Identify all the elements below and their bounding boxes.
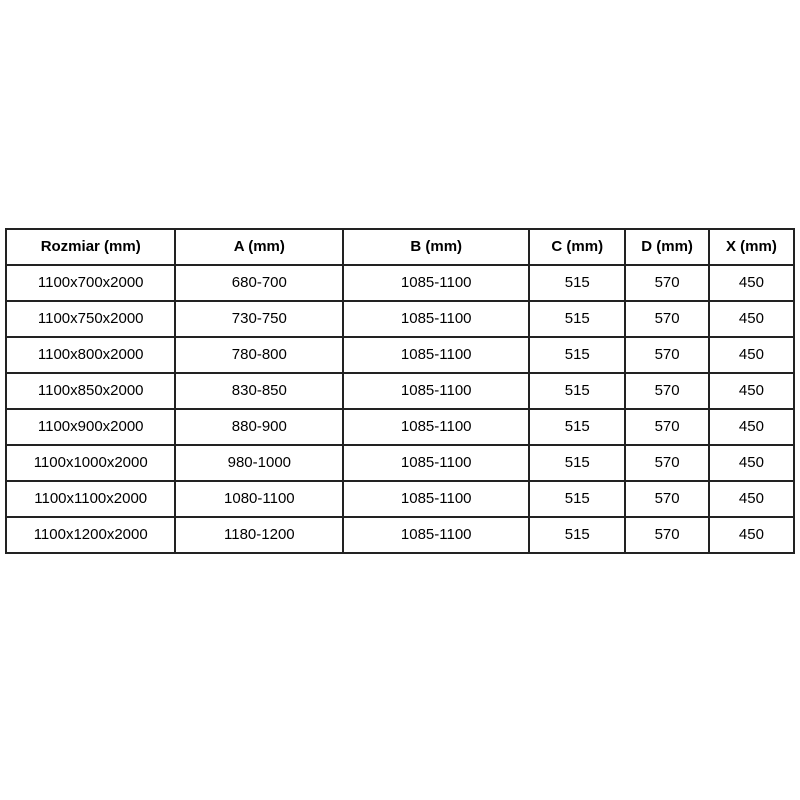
table-cell-x: 450 [709,481,794,517]
table-cell-b: 1085-1100 [343,301,529,337]
table-cell-c: 515 [529,265,625,301]
table-cell-a: 880-900 [175,409,343,445]
table-cell-x: 450 [709,445,794,481]
table-row [6,409,794,445]
table-cell-b: 1085-1100 [343,265,529,301]
table-row [6,445,794,481]
table-cell-c: 515 [529,481,625,517]
table-cell-d: 570 [625,517,709,553]
table-cell-d: 570 [625,409,709,445]
table-cell-a: 980-1000 [175,445,343,481]
table-cell-x: 450 [709,517,794,553]
table-cell-rozmiar: 1100x700x2000 [6,265,175,301]
table-cell-a: 1080-1100 [175,481,343,517]
table-cell-x: 450 [709,265,794,301]
column-header-c: C (mm) [529,229,625,265]
table-cell-a: 730-750 [175,301,343,337]
table-cell-b: 1085-1100 [343,337,529,373]
table-cell-rozmiar: 1100x850x2000 [6,373,175,409]
table-row [6,337,794,373]
table-body [6,265,794,553]
size-table-container [5,228,795,554]
table-cell-b: 1085-1100 [343,445,529,481]
table-cell-x: 450 [709,409,794,445]
table-cell-a: 780-800 [175,337,343,373]
table-cell-rozmiar: 1100x1100x2000 [6,481,175,517]
table-cell-rozmiar: 1100x900x2000 [6,409,175,445]
table-cell-c: 515 [529,337,625,373]
table-cell-b: 1085-1100 [343,481,529,517]
table-cell-d: 570 [625,445,709,481]
table-cell-x: 450 [709,337,794,373]
table-cell-d: 570 [625,265,709,301]
table-cell-d: 570 [625,301,709,337]
table-row [6,517,794,553]
table-cell-c: 515 [529,301,625,337]
table-row [6,265,794,301]
table-cell-rozmiar: 1100x1000x2000 [6,445,175,481]
table-cell-rozmiar: 1100x1200x2000 [6,517,175,553]
table-row [6,301,794,337]
table-header [6,229,794,265]
column-header-a: A (mm) [175,229,343,265]
table-cell-c: 515 [529,409,625,445]
table-cell-x: 450 [709,301,794,337]
size-table [5,228,795,554]
table-cell-b: 1085-1100 [343,373,529,409]
table-cell-a: 830-850 [175,373,343,409]
table-cell-d: 570 [625,373,709,409]
table-cell-b: 1085-1100 [343,409,529,445]
table-row [6,373,794,409]
table-cell-x: 450 [709,373,794,409]
table-cell-d: 570 [625,337,709,373]
table-cell-b: 1085-1100 [343,517,529,553]
table-cell-c: 515 [529,445,625,481]
column-header-x: X (mm) [709,229,794,265]
column-header-d: D (mm) [625,229,709,265]
table-cell-c: 515 [529,373,625,409]
table-cell-rozmiar: 1100x750x2000 [6,301,175,337]
table-cell-d: 570 [625,481,709,517]
table-row [6,481,794,517]
header-row [6,229,794,265]
table-cell-c: 515 [529,517,625,553]
column-header-rozmiar: Rozmiar (mm) [6,229,175,265]
table-cell-rozmiar: 1100x800x2000 [6,337,175,373]
column-header-b: B (mm) [343,229,529,265]
table-cell-a: 1180-1200 [175,517,343,553]
table-cell-a: 680-700 [175,265,343,301]
